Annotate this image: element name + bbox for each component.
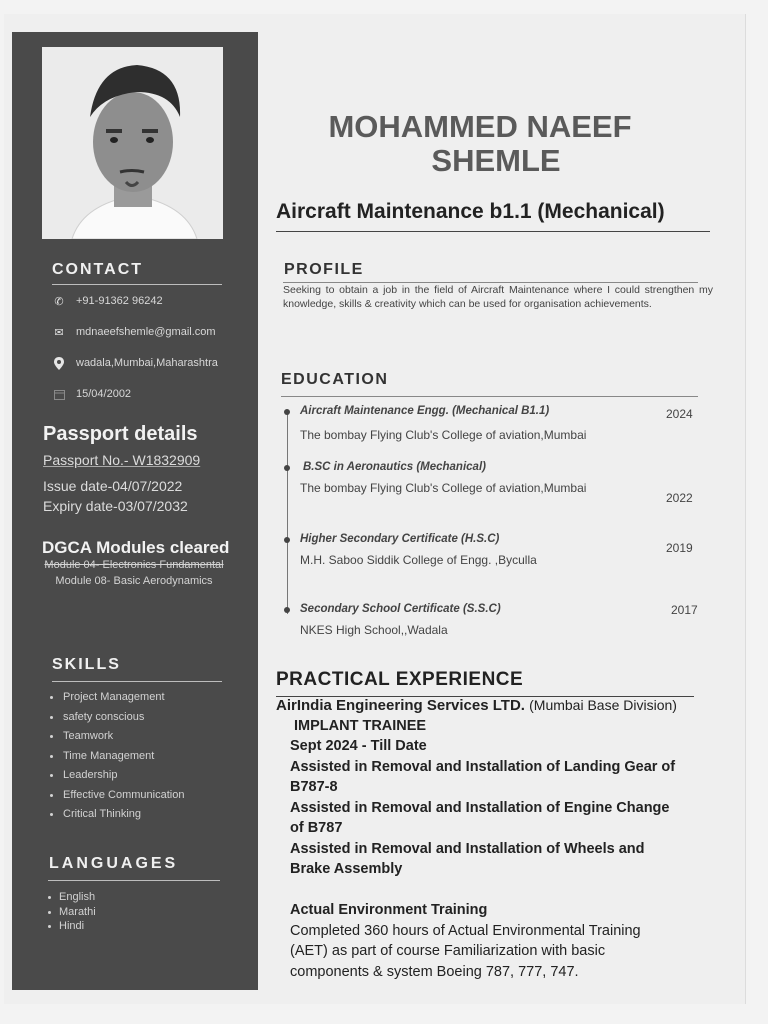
language-item: English xyxy=(48,891,95,903)
duty-line: Brake Assembly xyxy=(290,861,403,877)
education-year: 2017 xyxy=(671,603,698,617)
title-divider xyxy=(276,231,710,232)
contact-phone xyxy=(52,294,163,308)
education-divider xyxy=(281,396,698,397)
education-title: B.SC in Aeronautics (Mechanical) xyxy=(303,461,486,473)
aet-line: components & system Boeing 787, 777, 747. xyxy=(290,964,579,980)
skill-item: Teamwork xyxy=(50,730,113,742)
position-period: Sept 2024 - Till Date xyxy=(290,738,427,754)
company-name: AirIndia Engineering Services LTD. (Mumbai Base Division) xyxy=(276,697,677,714)
skill-item: Critical Thinking xyxy=(50,808,141,820)
education-title: Secondary School Certificate (S.S.C) xyxy=(300,603,501,615)
timeline-dot xyxy=(284,537,290,543)
contact-divider xyxy=(52,284,222,285)
position-title: IMPLANT TRAINEE xyxy=(294,718,427,734)
full-name-line1: MOHAMMED NAEEF xyxy=(328,109,632,144)
education-school: M.H. Saboo Siddik College of Engg. ,Byculla xyxy=(300,553,537,567)
skill-item: safety conscious xyxy=(50,711,144,723)
phone-icon: ✆ xyxy=(54,295,64,308)
skill-item: Effective Communication xyxy=(50,789,184,801)
envelope-icon: ✉ xyxy=(54,326,64,339)
profile-text: Seeking to obtain a job in the field of Aircraft Maintenance where I could strengthen my knowledge, skills & creativity which can be used for organisation achievements. xyxy=(283,284,713,310)
passport-heading: Passport details xyxy=(43,423,198,445)
experience-heading: PRACTICAL EXPERIENCE xyxy=(276,669,524,690)
languages-heading: LANGUAGES xyxy=(49,855,179,872)
education-school: NKES High School,,Wadala xyxy=(300,623,448,637)
address-text: wadala,Mumbai,Maharashtra xyxy=(76,357,218,369)
aet-line: Completed 360 hours of Actual Environmental Training xyxy=(290,923,641,939)
education-title: Higher Secondary Certificate (H.S.C) xyxy=(300,533,500,545)
education-year: 2022 xyxy=(666,491,693,505)
contact-email xyxy=(52,325,216,339)
language-item: Hindi xyxy=(48,920,84,932)
profile-heading: PROFILE xyxy=(284,261,364,278)
profile-photo xyxy=(42,47,223,239)
skills-divider xyxy=(52,681,222,682)
education-school: The bombay Flying Club's College of aviation,Mumbai xyxy=(300,481,587,495)
education-year: 2019 xyxy=(666,541,693,555)
aet-heading: Actual Environment Training xyxy=(290,902,488,918)
education-school: The bombay Flying Club's College of aviation,Mumbai xyxy=(300,428,587,442)
contact-address xyxy=(52,356,218,370)
skills-heading: SKILLS xyxy=(52,656,121,673)
dgca-heading: DGCA Modules cleared xyxy=(42,538,230,557)
location-pin-icon xyxy=(52,356,66,370)
languages-divider xyxy=(48,880,220,881)
timeline-dot xyxy=(284,607,290,613)
passport-expiry-date: Expiry date-03/07/2032 xyxy=(43,498,188,514)
duty-line: Assisted in Removal and Installation of Engine Change xyxy=(290,800,670,816)
duty-line: Assisted in Removal and Installation of Landing Gear of xyxy=(290,759,676,775)
job-title: Aircraft Maintenance b1.1 (Mechanical) xyxy=(276,200,665,223)
education-title: Aircraft Maintenance Engg. (Mechanical B1.1) xyxy=(300,405,550,417)
education-heading: EDUCATION xyxy=(281,371,389,388)
contact-dob xyxy=(52,387,131,401)
company-division: (Mumbai Base Division) xyxy=(529,697,677,713)
language-item: Marathi xyxy=(48,906,96,918)
passport-issue-date: Issue date-04/07/2022 xyxy=(43,478,183,494)
skill-item: Leadership xyxy=(50,769,117,781)
timeline-dot xyxy=(284,465,290,471)
phone-text: +91-91362 96242 xyxy=(76,295,163,307)
full-name-line2: SHEMLE xyxy=(431,143,561,178)
skill-item: Time Management xyxy=(50,750,154,762)
passport-number: Passport No.- W1832909 xyxy=(43,452,201,468)
dgca-module-08: Module 08- Basic Aerodynamics xyxy=(55,575,213,587)
timeline-dot xyxy=(284,409,290,415)
duty-line: Assisted in Removal and Installation of Wheels and xyxy=(290,841,645,857)
contact-heading: CONTACT xyxy=(52,261,144,278)
email-text: mdnaeefshemle@gmail.com xyxy=(76,326,216,338)
dob-text: 15/04/2002 xyxy=(76,388,132,400)
skill-item: Project Management xyxy=(50,691,165,703)
dgca-module-04: Module 04- Electronics Fundamental xyxy=(44,559,224,571)
aet-line: (AET) as part of course Familiarization with basic xyxy=(290,943,606,959)
duty-line: B787-8 xyxy=(290,779,338,795)
duty-line: of B787 xyxy=(290,820,343,836)
education-timeline xyxy=(287,410,288,614)
calendar-icon xyxy=(52,387,66,401)
education-year: 2024 xyxy=(666,407,693,421)
